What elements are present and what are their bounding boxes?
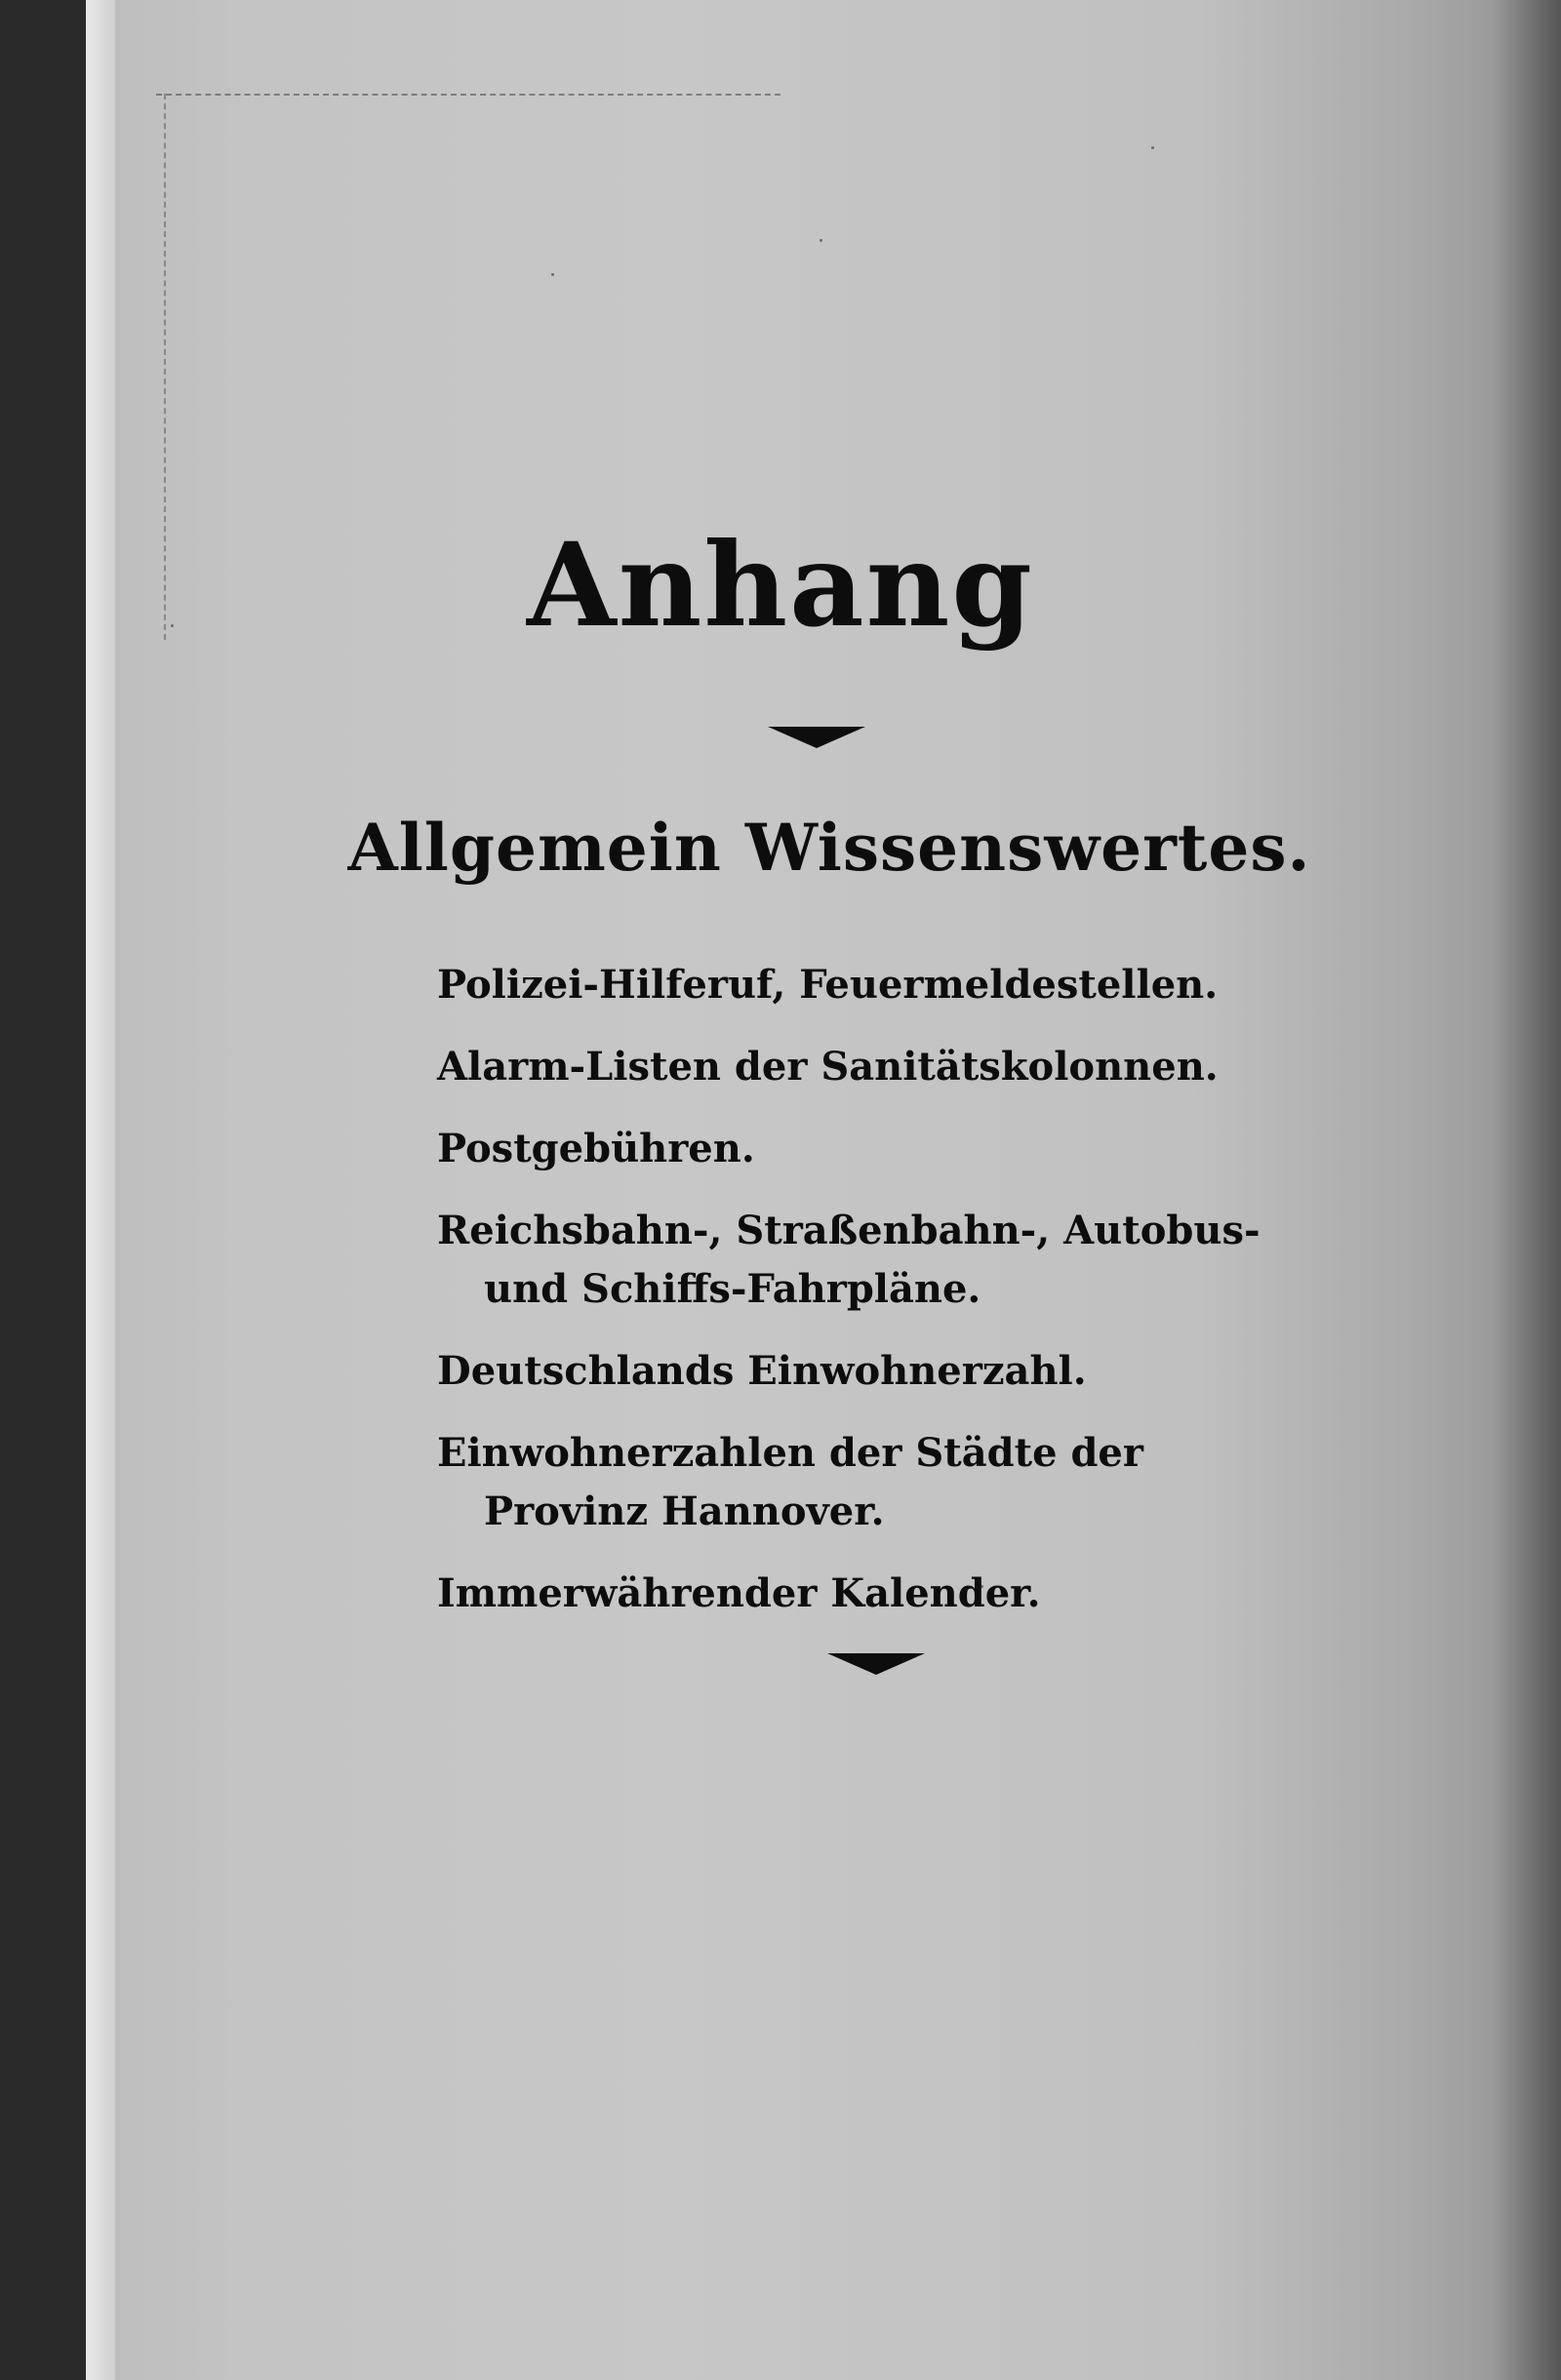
paper-right-shadow xyxy=(1493,0,1561,2380)
scan-speck xyxy=(551,273,554,276)
scan-speck xyxy=(1151,146,1154,149)
contents-entry: Reichsbahn-, Straßenbahn-, Autobus- und Schiffs-Fahrpläne. xyxy=(437,1208,1261,1312)
section-heading: Allgemein Wissenswertes. xyxy=(347,810,1311,886)
paper-left-margin xyxy=(86,0,115,2380)
scan-speck xyxy=(820,239,822,242)
contents-entry: Postgebühren. xyxy=(437,1126,755,1171)
contents-entry: Polizei-Hilferuf, Feuermeldestellen. xyxy=(437,962,1219,1008)
contents-entry: Immerwährender Kalender. xyxy=(437,1570,1041,1616)
contents-entry: Einwohnerzahlen der Städte der Provinz Hannover. xyxy=(437,1430,1143,1534)
contents-entry: Deutschlands Einwohnerzahl. xyxy=(437,1348,1087,1394)
down-triangle-ornament-icon xyxy=(768,727,865,748)
contents-entry: Alarm-Listen der Sanitätskolonnen. xyxy=(437,1044,1219,1090)
scanner-edge-dark-strip xyxy=(0,0,86,2380)
faint-dashed-border-top xyxy=(156,94,780,96)
down-triangle-ornament-icon xyxy=(827,1653,925,1675)
contents-list xyxy=(437,956,1315,1646)
page-title: Anhang xyxy=(527,517,1034,653)
